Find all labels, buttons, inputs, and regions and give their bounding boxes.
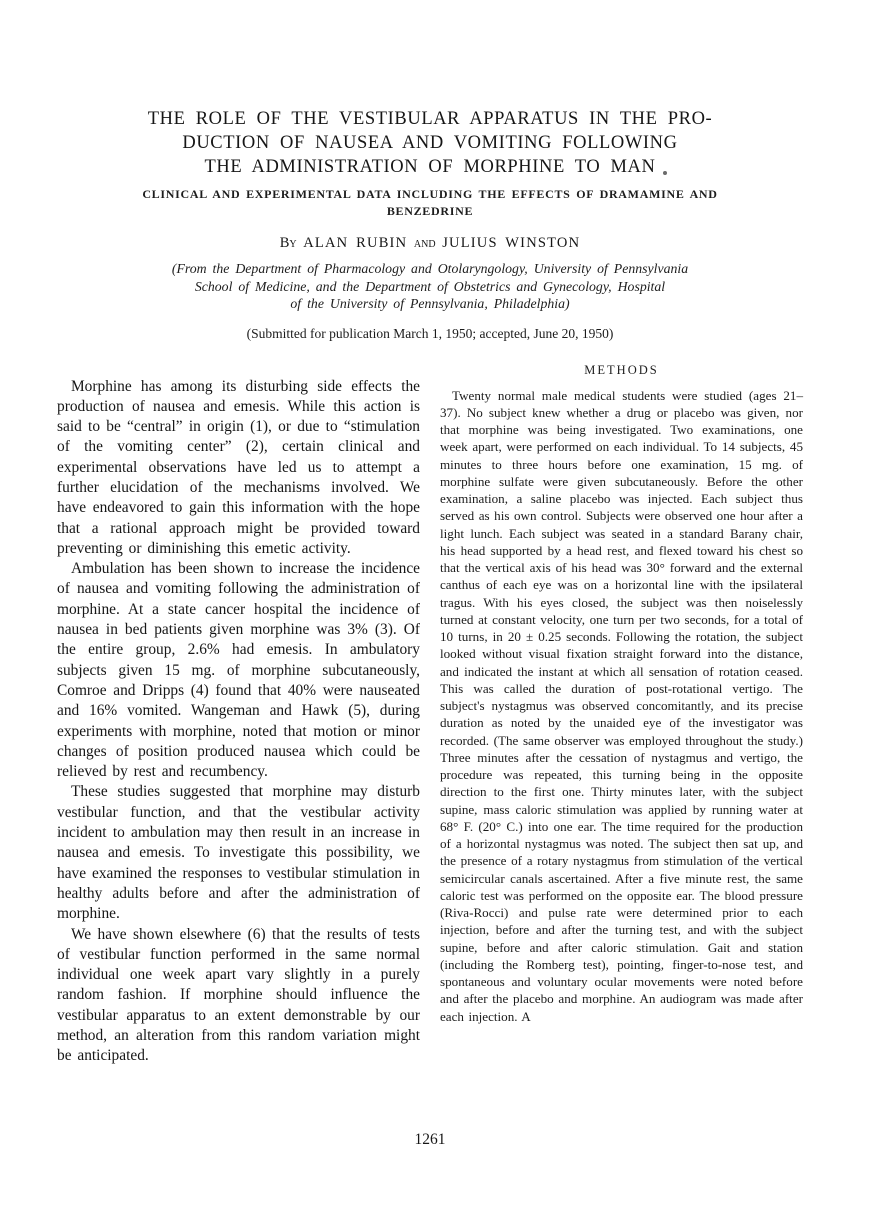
- affiliation: [57, 260, 803, 313]
- affiliation-line-1: (From the Department of Pharmacology and Otolaryngology, University of Pennsylvania: [171, 261, 689, 276]
- paragraph: Morphine has among its disturbing side effects the production of nausea and emesis. While this action is said to be “central” in origin (1), or due to “stimulation of the vomiting center” (2), certain clinical and experimental observations have led us to attempt a further elucidation of the mechanisms involved. We have endeavored to gain this information with the hope that a rational approach might be provided toward preventing or diminishing this emetic activity.: [57, 377, 420, 557]
- affiliation-line-3: of the University of Pennsylvania, Philadelphia): [290, 296, 570, 311]
- article-title-line-1: THE ROLE OF THE VESTIBULAR APPARATUS IN THE PRO-: [147, 109, 713, 129]
- right-column: [440, 363, 803, 1067]
- article-title-line-3: THE ADMINISTRATION OF MORPHINE TO MAN: [204, 157, 656, 177]
- article-title: [57, 107, 803, 179]
- author-2: JULIUS WINSTON: [442, 235, 581, 251]
- article-subtitle-line-2: BENZEDRINE: [386, 204, 474, 218]
- author-1: ALAN RUBIN: [303, 235, 408, 251]
- article-subtitle: [57, 186, 803, 220]
- byline-prefix: By: [279, 235, 297, 251]
- byline-connector: and: [413, 235, 436, 251]
- page-number: 1261: [414, 1131, 446, 1148]
- page-content: [57, 0, 803, 1067]
- submission-note: (Submitted for publication March 1, 1950; accepted, June 20, 1950): [246, 325, 614, 341]
- paragraph: These studies suggested that morphine may disturb vestibular function, and that the vestibular activity incident to ambulation may then result in an increase in nausea and emesis. To investigate this possibility, we have examined the responses to vestibular stimulation in healthy adults before and after the administration of morphine.: [57, 783, 420, 923]
- byline: [57, 234, 803, 252]
- ink-speck: [663, 171, 667, 175]
- two-column-body: [57, 363, 803, 1067]
- paragraph: Ambulation has been shown to increase the incidence of nausea and vomiting following the administration of morphine. At a state cancer hospital the incidence of nausea in bed patients given morphine was 3% (3). Of the entire group, 2.6% had emesis. In ambulatory subjects given 15 mg. of morphine subcutaneously, Comroe and Dripps (4) found that 40% were nauseated and 16% vomited. Wangeman and Hawk (5), during experiments with morphine, noted that motion or minor changes of position produced nausea which could be relieved by rest and recumbency.: [57, 560, 420, 781]
- section-heading-methods: METHODS: [584, 362, 659, 377]
- affiliation-line-2: School of Medicine, and the Department of Obstetrics and Gynecology, Hospital: [194, 278, 666, 294]
- paragraph: Twenty normal male medical students were studied (ages 21–37). No subject knew whether a drug or placebo was given, nor that morphine was being investigated. Two examinations, one week apart, were performed on each individual. To 14 subjects, 45 minutes to three hours before one examination, 15 mg. of morphine sulfate were given subcutaneously. Before the other examination, a saline placebo was injected. Each subject thus served as his own control. Subjects were observed one hour after a light lunch. Each subject was seated in a standard Barany chair, his head supported by a head rest, and flexed toward his chest so that the vertical axis of his head was 30° forward and the external canthus of each eye was on a horizontal line with the ipsilateral tragus. With his eyes closed, the subject was then noiselessly turned at constant velocity, one turn per two seconds, for a total of 10 turns, in 20 ± 0.25 seconds. Following the rotation, the subject looked without visual fixation straight forward into the distance, and indicated the instant at which all sensation of rotation ceased. This was called the duration of post-rotational vertigo. The subject's nystagmus was observed concomitantly, and its precise duration as noted by the unaided eye of the investigator was recorded. (The same observer was employed throughout the study.) Three minutes after the cessation of nystagmus and vertigo, the procedure was repeated, this turning being in the opposite direction to the first one. Thirty minutes later, with the subject supine, mass caloric stimulation was applied by running water at 68° F. (20° C.) into one ear. The time required for the production of a horizontal nystagmus was noted. The subject then sat up, and the presence of a rotary nystagmus from stimulation of the vertical semicircular canals ascertained. After a five minute rest, the same caloric test was performed on the opposite ear. The blood pressure (Riva-Rocci) and pulse rate were determined prior to each injection, before and after the turning test, and with the subject supine, before and after caloric stimulation. Gait and station (including the Romberg test), pointing, finger-to-nose test, and spontaneous and voluntary ocular movements were noted before and after the placebo and morphine. An audiogram was made after each injection. A: [440, 387, 803, 1024]
- left-column: [57, 363, 420, 1067]
- paragraph: We have shown elsewhere (6) that the results of tests of vestibular function performed in the same normal individual one week apart vary slightly in a purely random fashion. If morphine should influence the vestibular apparatus to an extent demonstrable by our method, an alteration from this random variation might be anticipated.: [57, 925, 420, 1065]
- article-subtitle-line-1: CLINICAL AND EXPERIMENTAL DATA INCLUDING THE EFFECTS OF DRAMAMINE AND: [142, 187, 718, 201]
- article-title-line-2: DUCTION OF NAUSEA AND VOMITING FOLLOWING: [182, 133, 678, 153]
